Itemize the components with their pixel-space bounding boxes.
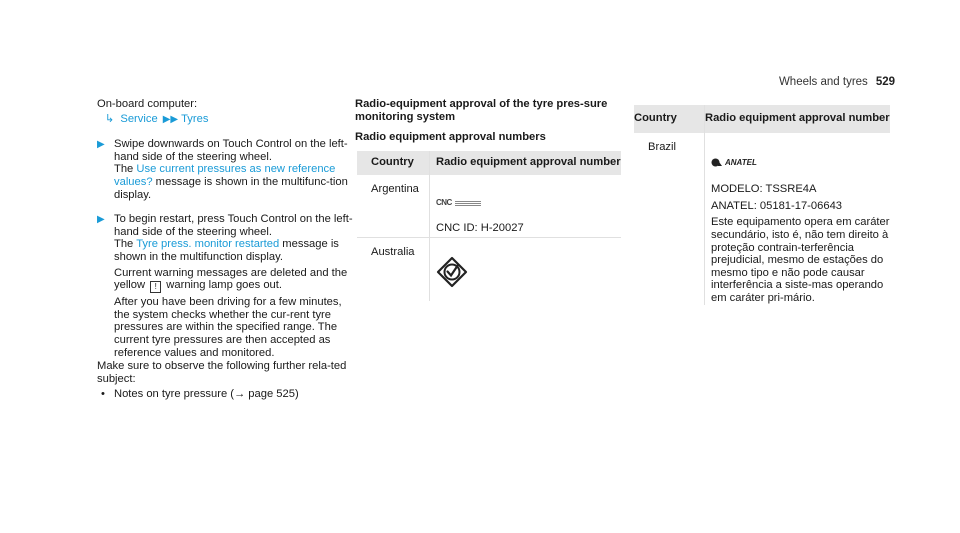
- cnc-id: CNC ID: H-20027: [436, 221, 524, 234]
- section-title: Wheels and tyres: [778, 76, 868, 88]
- approval-table-2: [634, 105, 890, 305]
- anatel-logo-text: ANATEL: [725, 157, 757, 167]
- menu-path-service: Service: [120, 112, 158, 125]
- column-header-country: Country: [634, 105, 705, 133]
- column-header-approval: Radio equipment approval number: [430, 151, 622, 175]
- approval-section: [355, 98, 621, 144]
- step-triangle-icon: ▶: [97, 139, 105, 151]
- page-number: 529: [875, 76, 895, 88]
- step-1-message-suffix: message is shown in the multifunc-tion display.: [114, 175, 348, 201]
- country-cell: Australia: [357, 238, 430, 302]
- country-cell: Argentina: [371, 182, 419, 195]
- anatel-mark-icon: [711, 158, 723, 167]
- page-header: [779, 76, 895, 88]
- intro-text: On-board computer:: [97, 98, 198, 110]
- anatel-statement: Este equipamento opera em caráter secundário, isto é, não tem direito à proteção contrain-terferência prejudicial, mesmo de estações do mesmo tipo e não pode causar interferência a siste-mas operando em caráter pri-mário.: [711, 216, 890, 304]
- step-triangle-icon: ▶: [97, 214, 105, 226]
- instructions-column: [97, 98, 357, 401]
- related-subject-note: Make sure to observe the following further rela-ted subject:: [97, 360, 347, 385]
- cnc-logo-text: CNC: [436, 198, 452, 208]
- step-1-message-prefix: The: [114, 163, 137, 176]
- step-1: [97, 138, 357, 201]
- approval-cell: [430, 238, 622, 302]
- menu-path: [97, 113, 357, 127]
- warning-lamp-note: [97, 267, 357, 294]
- tyre-warning-icon: !: [150, 281, 161, 293]
- step-2-text: To begin restart, press Touch Control on the left-hand side of the steering wheel.: [114, 213, 353, 238]
- step-2: [97, 213, 357, 263]
- column-header-country: Country: [357, 151, 430, 175]
- anatel-number: ANATEL: 05181-17-06643: [711, 199, 843, 212]
- column-header-approval: Radio equipment approval number: [705, 105, 891, 133]
- related-link-item[interactable]: [97, 388, 357, 401]
- table-header-row: [357, 151, 621, 175]
- system-check-note: After you have been driving for a few minutes, the system checks whether the cur-rent tyre pressures are within the specified range. The current tyre pressures are then accepted as reference values and monitored.: [114, 296, 342, 359]
- modelo-text: MODELO: TSSRE4A: [711, 183, 817, 196]
- step-1-display-message: Use current pressures as new reference values?: [114, 163, 336, 188]
- country-cell: Brazil: [648, 140, 676, 153]
- rcm-compliance-icon: [436, 256, 468, 288]
- table-header-row: [634, 105, 890, 133]
- step-2-message-suffix: message is shown in the multifunction display.: [114, 238, 339, 263]
- anatel-logo: [711, 157, 890, 170]
- approval-cell: [705, 133, 891, 305]
- table-row: [634, 133, 890, 305]
- warning-note-start: Current warning messages are deleted and the yellow: [114, 266, 348, 292]
- section-heading: Radio-equipment approval of the tyre pres-sure monitoring system: [355, 98, 608, 123]
- step-1-text: Swipe downwards on Touch Control on the left-hand side of the steering wheel.: [114, 138, 348, 163]
- approval-cell: [430, 175, 622, 238]
- cnc-logo: [436, 197, 621, 211]
- warning-note-end: warning lamp goes out.: [163, 279, 282, 292]
- table-row: [357, 175, 621, 238]
- related-link-text[interactable]: Notes on tyre pressure (→ page 525): [114, 388, 299, 401]
- double-chevron-icon: ▶▶: [162, 113, 179, 125]
- bullet-icon: •: [101, 388, 105, 401]
- table-row: [357, 238, 621, 302]
- section-subheading: Radio equipment approval numbers: [355, 131, 546, 144]
- menu-path-tyres: Tyres: [181, 112, 209, 125]
- approval-table-1: [357, 151, 621, 301]
- step-2-message-prefix: The: [114, 238, 137, 251]
- return-arrow-icon: ↳: [105, 112, 115, 125]
- step-2-display-message: Tyre press. monitor restarted: [136, 238, 280, 251]
